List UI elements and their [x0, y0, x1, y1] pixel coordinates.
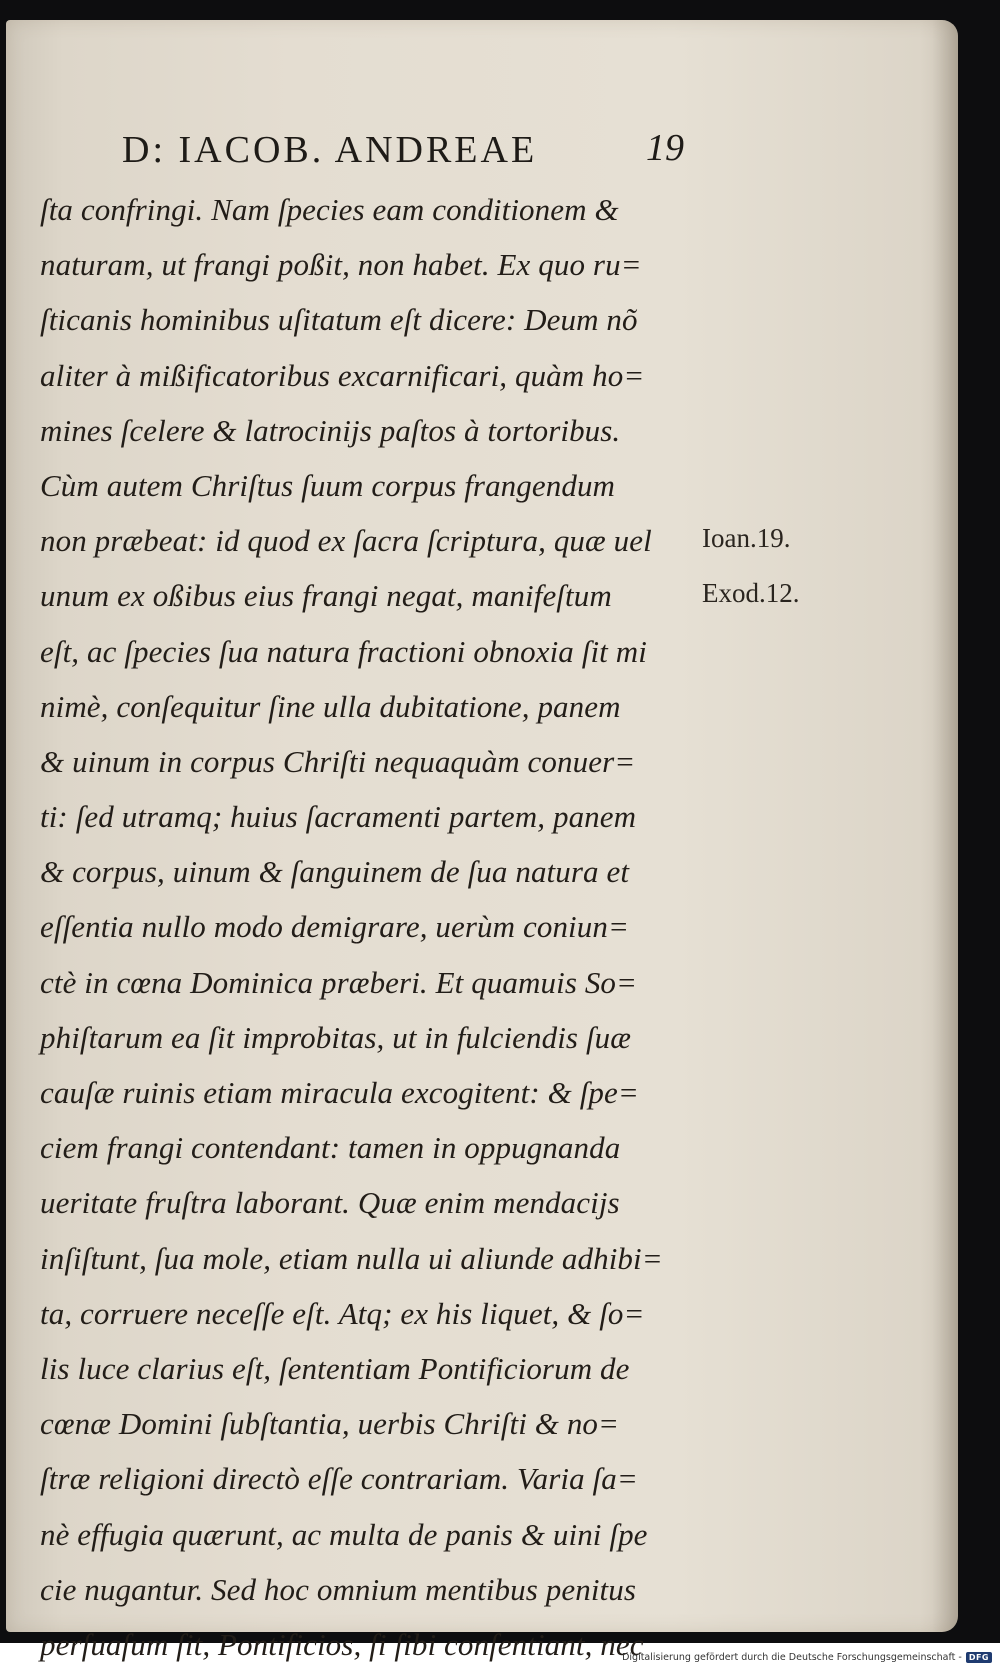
digitization-credit: [622, 1649, 992, 1665]
text-line: nè effugia quærunt, ac multa de panis & uini ſpe: [40, 1516, 648, 1552]
marginal-note: Exod.12.: [702, 578, 800, 609]
text-line: cœnæ Domini ſubſtantia, uerbis Chriſti & no=: [40, 1406, 620, 1442]
dfg-logo: DFG: [966, 1652, 992, 1663]
text-line: lis luce clarius eſt, ſententiam Pontificiorum de: [40, 1350, 630, 1386]
page-edge-shading: [932, 20, 958, 1632]
text-line: mines ſcelere & latrocinijs paſtos à tortoribus.: [40, 412, 621, 448]
text-line: perſuaſum ſit, Pontificios, ſi ſibi conſentiant, nec: [40, 1626, 644, 1662]
running-head: [122, 124, 692, 174]
marginal-note: Ioan.19.: [702, 523, 791, 554]
text-line: aliter à mißificatoribus excarnificari, quàm ho=: [40, 357, 645, 393]
text-line: ſtræ religioni directò eſſe contrariam. Varia ſa=: [40, 1461, 638, 1497]
text-line: unum ex oßibus eius frangi negat, manifeſtum: [40, 578, 612, 614]
text-line: ueritate fruſtra laborant. Quæ enim mendacijs: [40, 1185, 620, 1221]
page-number: 19: [646, 127, 684, 169]
text-line: inſiſtunt, ſua mole, etiam nulla ui aliunde adhibi=: [40, 1240, 663, 1276]
text-line: cauſæ ruinis etiam miracula excogitent: & ſpe=: [40, 1075, 639, 1110]
running-head-title: D: IACOB. ANDREAE: [122, 129, 538, 171]
text-line: & uinum in corpus Chriſti nequaquàm conuer=: [40, 743, 636, 779]
text-line: phiſtarum ea ſit improbitas, ut in fulciendis ſuæ: [40, 1019, 632, 1055]
credit-text: Digitalisierung gefördert durch die Deutsche Forschungsgemeinschaft -: [622, 1651, 962, 1663]
text-line: cie nugantur. Sed hoc omnium mentibus penitus: [40, 1571, 637, 1607]
text-line: & corpus, uinum & ſanguinem de ſua natura et: [40, 854, 630, 890]
body-text: [40, 182, 720, 1667]
text-line: eſt, ac ſpecies ſua natura fractioni obnoxia ſit mi: [40, 633, 647, 669]
text-line: nimè, conſequitur ſine ulla dubitatione, panem: [40, 688, 621, 724]
text-line: ſticanis hominibus uſitatum eſt dicere: Deum nõ: [40, 302, 638, 338]
text-line: ti: ſed utramq; huius ſacramenti partem, panem: [40, 799, 637, 835]
text-line: eſſentia nullo modo demigrare, uerùm coniun=: [40, 909, 629, 945]
text-line: ta, corruere neceſſe eſt. Atq; ex his liquet, & ſo=: [40, 1295, 645, 1331]
text-line: naturam, ut frangi poßit, non habet. Ex quo ru=: [40, 247, 642, 283]
text-line: non præbeat: id quod ex ſacra ſcriptura, quæ uel: [40, 523, 652, 559]
text-line: ctè in cœna Dominica præberi. Et quamuis So=: [40, 964, 638, 1000]
text-line: ſta confringi. Nam ſpecies eam conditionem &: [40, 192, 619, 227]
text-line: ciem frangi contendant: tamen in oppugnanda: [40, 1130, 621, 1166]
text-line: Cùm autem Chriſtus ſuum corpus frangendum: [40, 467, 616, 503]
